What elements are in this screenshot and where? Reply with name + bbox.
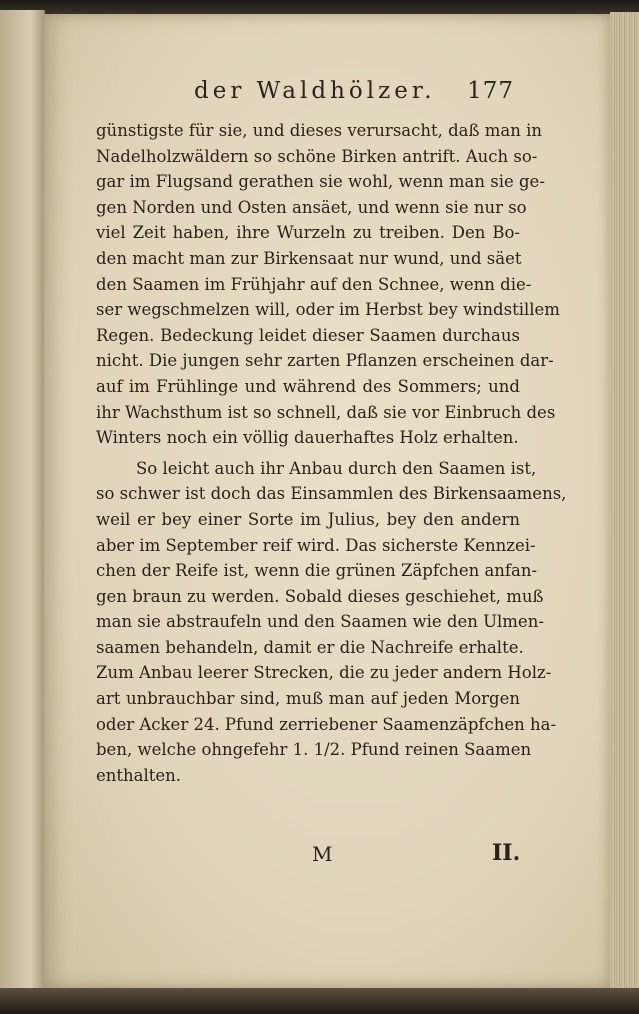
text-line: ben, welche ohngefehr 1. 1/2. Pfund reinen Saamen xyxy=(96,740,532,760)
text-line: nicht. Die jungen sehr zarten Pflanzen erscheinen dar- xyxy=(96,351,554,371)
page-number: 177 xyxy=(467,78,514,104)
paragraph-2 xyxy=(96,456,567,789)
text-line: auf im Frühlinge und während des Sommers; und xyxy=(96,376,520,396)
text-line: ihr Wachsthum ist so schnell, daß sie vor Einbruch des xyxy=(96,402,556,422)
body-text xyxy=(96,118,567,788)
text-line: Regen. Bedeckung leidet dieser Saamen durchaus xyxy=(96,325,520,345)
text-line: ser wegschmelzen will, oder im Herbst bey windstillem xyxy=(96,300,560,320)
text-line: aber im September reif wird. Das sicherste Kennzei- xyxy=(96,535,536,555)
text-line: gen braun zu werden. Sobald dieses geschiehet, muß xyxy=(96,586,544,606)
text-line: weil er bey einer Sorte im Julius, bey den andern xyxy=(96,509,520,529)
text-line: Winters noch ein völlig dauerhaftes Holz erhalten. xyxy=(96,428,519,448)
page-fore-edge xyxy=(610,12,639,990)
text-line: chen der Reife ist, wenn die grünen Zäpfchen anfan- xyxy=(96,561,538,581)
previous-page-edge xyxy=(0,10,45,990)
text-line: oder Acker 24. Pfund zerriebener Saamenzäpfchen ha- xyxy=(96,714,557,734)
bottom-shadow xyxy=(0,988,639,1014)
page-header xyxy=(150,76,520,110)
text-line: man sie abstraufeln und den Saamen wie den Ulmen- xyxy=(96,612,544,632)
text-line: enthalten. xyxy=(96,765,182,785)
text-line: viel Zeit haben, ihre Wurzeln zu treiben. Den Bo- xyxy=(96,223,520,243)
text-line: den macht man zur Birkensaat nur wund, und säet xyxy=(96,248,522,268)
catchword: II. xyxy=(492,840,521,866)
running-title: der Waldhölzer. xyxy=(194,78,436,104)
paragraph-1 xyxy=(96,118,560,451)
text-line: den Saamen im Frühjahr auf den Schnee, wenn die- xyxy=(96,274,532,294)
text-line: gar im Flugsand gerathen sie wohl, wenn man sie ge- xyxy=(96,172,545,192)
text-line: Nadelholzwäldern so schöne Birken antrift. Auch so- xyxy=(96,146,538,166)
text-line: Zum Anbau leerer Strecken, die zu jeder andern Holz- xyxy=(96,663,552,683)
text-line: art unbrauchbar sind, muß man auf jeden Morgen xyxy=(96,689,520,709)
text-line: günstigste für sie, und dieses verursacht, daß man in xyxy=(96,121,543,140)
signature-mark: M xyxy=(312,842,333,866)
text-line: gen Norden und Osten ansäet, und wenn sie nur so xyxy=(96,197,527,217)
text-line: saamen behandeln, damit er die Nachreife erhalte. xyxy=(96,637,524,657)
text-line: So leicht auch ihr Anbau durch den Saamen ist, xyxy=(136,458,537,478)
text-line: so schwer ist doch das Einsammlen des Birkensaamens, xyxy=(96,484,567,504)
